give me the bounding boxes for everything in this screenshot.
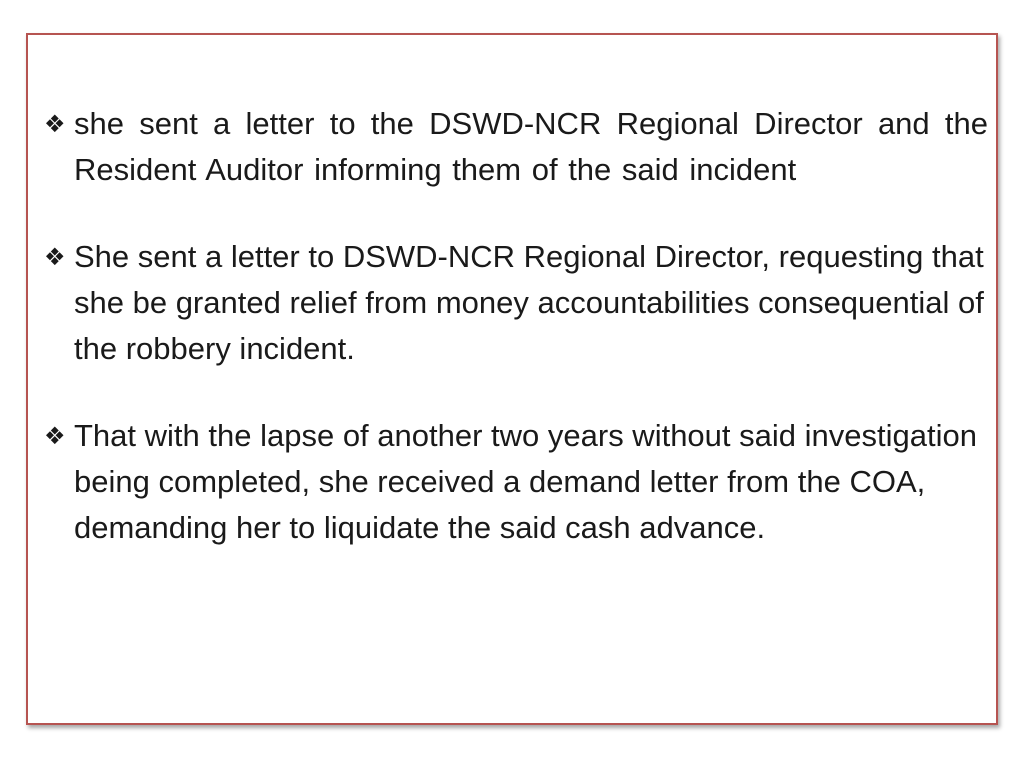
diamond-cluster-icon: ❖ <box>44 110 66 138</box>
bullet-item <box>44 234 988 372</box>
bullet-item <box>44 413 988 551</box>
diamond-cluster-icon: ❖ <box>44 243 66 271</box>
bullet-text: she sent a letter to the DSWD-NCR Regional Director and the Resident Auditor informing them of the said incident <box>74 106 988 187</box>
bullet-item <box>44 101 988 193</box>
bullet-text: That with the lapse of another two years without said investigation being completed, she received a demand letter from the COA, demanding her to liquidate the said cash advance. <box>74 418 977 545</box>
diamond-cluster-icon: ❖ <box>44 422 66 450</box>
bullet-text: She sent a letter to DSWD-NCR Regional Director, requesting that she be granted relief from money accountabilities consequential of the robbery incident. <box>74 239 984 366</box>
bullet-list <box>44 101 988 551</box>
